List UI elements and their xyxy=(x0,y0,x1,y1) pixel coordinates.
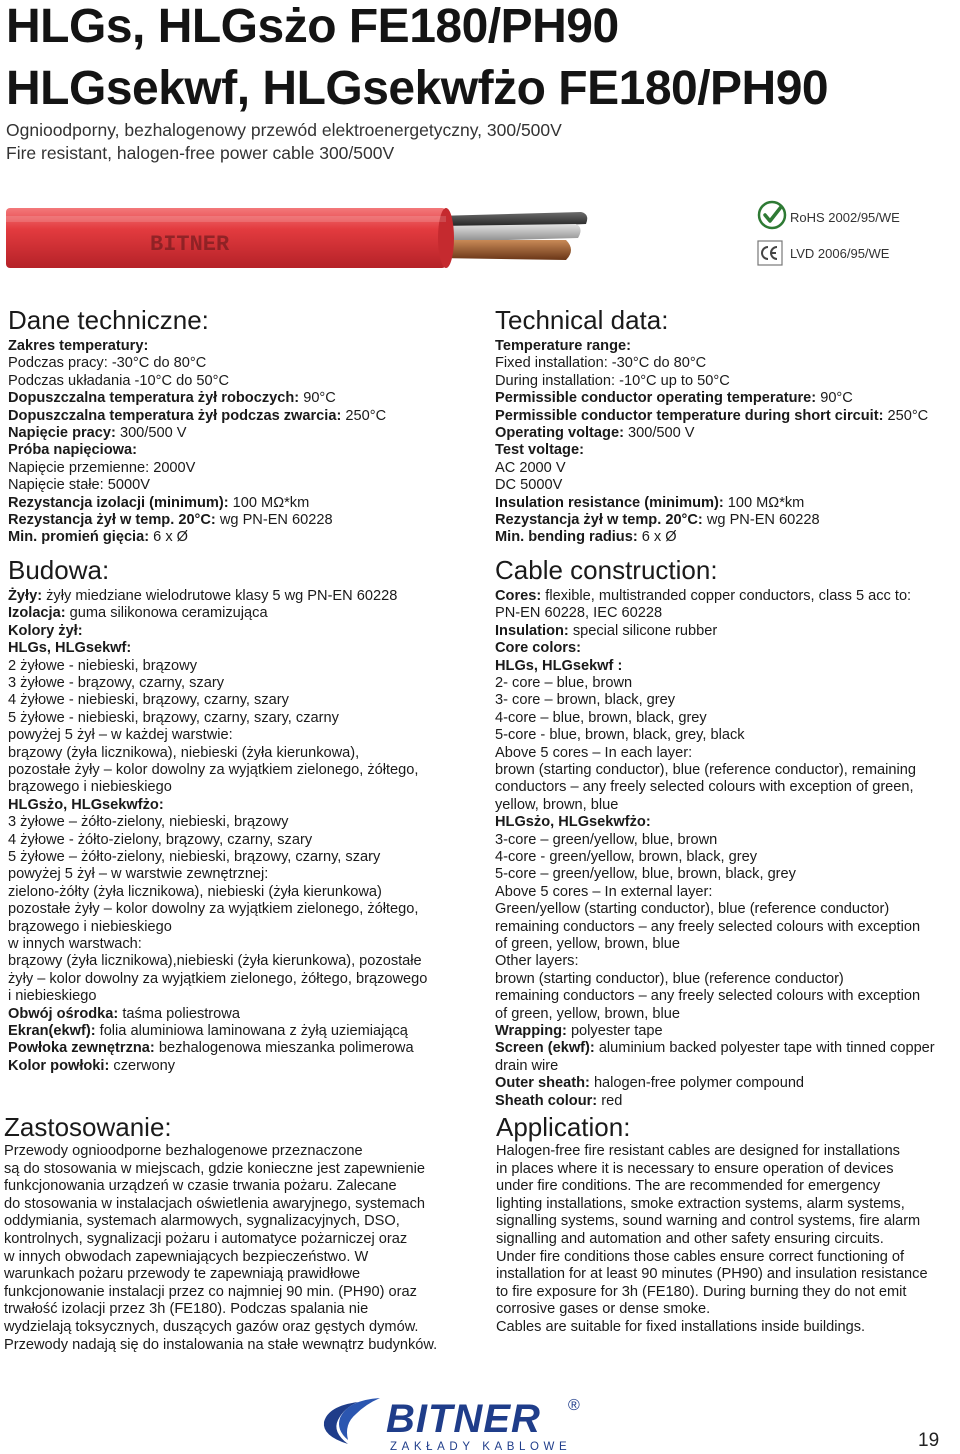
paragraph-line: corrosive gases or dense smoke. xyxy=(496,1301,711,1318)
spec-label: HLGsżo, HLGsekwfżo: xyxy=(8,796,164,813)
spec-value: of green, yellow, brown, blue xyxy=(495,1005,680,1022)
spec-line xyxy=(495,529,960,546)
spec-value: yellow, brown, blue xyxy=(495,796,619,813)
spec-value: remaining conductors – any freely selected colours with exception xyxy=(495,918,921,935)
spec-line xyxy=(8,797,478,814)
spec-line xyxy=(8,1006,478,1023)
spec-value: taśma poliestrowa xyxy=(122,1005,240,1022)
spec-line xyxy=(495,640,960,657)
spec-value: 3- core – brown, black, grey xyxy=(495,692,676,709)
spec-line xyxy=(8,640,478,657)
spec-line xyxy=(495,373,960,390)
spec-line xyxy=(8,605,478,622)
paragraph-line: Przewody nadają się do instalowania na stałe wewnątrz budynków. xyxy=(4,1336,438,1353)
paragraph-line: funkcjonowania urządzeń w czasie trwania pożaru. Zalecane xyxy=(4,1178,397,1195)
spec-line xyxy=(495,1058,960,1075)
application-heading-en: Application: xyxy=(496,1112,631,1142)
paragraph-line: signalling systems, sound warning and control systems, fire alarm xyxy=(496,1213,921,1230)
spec-line xyxy=(495,1075,960,1092)
spec-line xyxy=(495,425,960,442)
spec-label: Obwój ośrodka: xyxy=(8,1005,123,1022)
spec-label: Żyły: xyxy=(8,587,47,604)
spec-line xyxy=(8,1023,478,1040)
spec-line xyxy=(8,849,478,866)
spec-value: 90°C xyxy=(820,390,853,407)
spec-value: wg PN-EN 60228 xyxy=(706,512,820,529)
spec-line xyxy=(8,529,478,546)
logo-registered-mark: ® xyxy=(568,1397,580,1414)
spec-value: 100 MΩ*km xyxy=(727,494,805,511)
spec-value: Green/yellow (starting conductor), blue (reference conductor) xyxy=(495,901,890,918)
spec-label: Rezystancja izolacji (minimum): xyxy=(8,494,233,511)
spec-value: During installation: -10°C up to 50°C xyxy=(495,372,730,389)
construction-heading-pl: Budowa: xyxy=(8,554,110,585)
paragraph-line: signalling and automation and other safety ensuring circuits. xyxy=(496,1230,884,1247)
spec-line xyxy=(8,495,478,512)
spec-value: DC 5000V xyxy=(495,477,563,494)
technical-data-list-en xyxy=(495,338,960,547)
spec-value: 5 żyłowe – żółto-zielony, niebieski, brązowy, czarny, szary xyxy=(8,848,381,865)
spec-line xyxy=(8,390,478,407)
spec-line xyxy=(8,588,478,605)
spec-label: Kolor powłoki: xyxy=(8,1057,114,1074)
spec-label: Insulation: xyxy=(495,622,573,639)
spec-line xyxy=(8,971,478,988)
spec-value: 90°C xyxy=(303,390,336,407)
spec-line xyxy=(495,866,960,883)
paragraph-line: Cables are suitable for fixed installations inside buildings. xyxy=(496,1318,866,1335)
spec-value: drain wire xyxy=(495,1057,559,1074)
polish-column xyxy=(8,305,478,1075)
paragraph-line: w innych obwodach zapewniających bezpieczeństwo. W xyxy=(4,1248,369,1265)
paragraph-line: Under fire conditions those cables ensure correct functioning of xyxy=(496,1248,905,1265)
application-text-pl xyxy=(4,1143,474,1354)
spec-label: Cores: xyxy=(495,587,546,604)
spec-label: Screen (ekwf): xyxy=(495,1040,599,1057)
rohs-certification: RoHS 2002/95/WE xyxy=(790,210,900,225)
spec-line xyxy=(8,442,478,459)
paragraph-line: są do stosowania w miejscach, gdzie konieczne jest zapewnienie xyxy=(4,1160,426,1177)
paragraph-line: warunkach pożaru przewody te zapewniają prawidłowe xyxy=(4,1266,361,1283)
bitner-logo xyxy=(318,1392,598,1454)
spec-line xyxy=(495,692,960,709)
spec-line xyxy=(495,460,960,477)
spec-label: Kolory żył: xyxy=(8,622,83,639)
paragraph-line: funkcjonowanie instalacji przez co najmniej 90 min. (PH90) oraz xyxy=(4,1283,417,1300)
spec-line xyxy=(495,675,960,692)
spec-line xyxy=(8,988,478,1005)
spec-value: guma silikonowa ceramizująca xyxy=(69,605,268,622)
paragraph-line: trwałość izolacji przez 3h (FE180). Podczas spalania nie xyxy=(4,1301,369,1318)
paragraph-line: to fire exposure for 3h (FE180). During burning they do not emit xyxy=(496,1283,907,1300)
spec-value: PN-EN 60228, IEC 60228 xyxy=(495,605,663,622)
spec-line xyxy=(495,814,960,831)
spec-line xyxy=(495,727,960,744)
spec-value: powyżej 5 żył – w każdej warstwie: xyxy=(8,727,233,744)
spec-label: Dopuszczalna temperatura żył podczas zwarcia: xyxy=(8,407,346,424)
spec-value: Napięcie przemienne: 2000V xyxy=(8,459,196,476)
spec-line xyxy=(8,658,478,675)
spec-value: Above 5 cores – In each layer: xyxy=(495,744,693,761)
spec-value: Above 5 cores – In external layer: xyxy=(495,883,713,900)
spec-value: 100 MΩ*km xyxy=(232,494,310,511)
spec-line xyxy=(495,1006,960,1023)
spec-value: brązowy (żyła licznikowa),niebieski (żyła kierunkowa), pozostałe xyxy=(8,953,422,970)
spec-value: brązowego i niebieskiego xyxy=(8,779,172,796)
spec-line xyxy=(8,884,478,901)
spec-line xyxy=(495,1023,960,1040)
check-circle-icon xyxy=(757,200,787,230)
spec-line xyxy=(8,936,478,953)
spec-line xyxy=(8,477,478,494)
paragraph-line: do stosowania w instalacjach oświetlenia awaryjnego, systemach xyxy=(4,1195,426,1212)
paragraph-line: installation for at least 90 minutes (PH90) and insulation resistance xyxy=(496,1266,928,1283)
spec-label: Min. promień gięcia: xyxy=(8,529,154,546)
spec-value: brązowy (żyła licznikowa), niebieski (żyła kierunkowa), xyxy=(8,744,360,761)
title-line-2: HLGsekwf, HLGsekwfżo FE180/PH90 xyxy=(6,62,829,115)
spec-label: Rezystancja żył w temp. 20°C: xyxy=(495,512,707,529)
spec-line xyxy=(495,408,960,425)
spec-line xyxy=(8,512,478,529)
spec-value: 4-core – blue, brown, black, grey xyxy=(495,709,707,726)
spec-line xyxy=(495,442,960,459)
spec-line xyxy=(495,988,960,1005)
spec-value: 2 żyłowe - niebieski, brązowy xyxy=(8,657,197,674)
spec-line xyxy=(8,762,478,779)
spec-line xyxy=(495,1040,960,1057)
spec-line xyxy=(8,901,478,918)
spec-line xyxy=(495,605,960,622)
spec-value: special silicone rubber xyxy=(572,622,718,639)
spec-value: i niebieskiego xyxy=(8,988,97,1005)
construction-heading-en: Cable construction: xyxy=(495,554,718,585)
spec-line xyxy=(495,623,960,640)
paragraph-line: wydzielają toksycznych, duszących gazów oraz gęstych dymów. xyxy=(4,1318,419,1335)
spec-line xyxy=(8,727,478,744)
paragraph-line: Halogen-free fire resistant cables are designed for installations xyxy=(496,1143,900,1159)
spec-line xyxy=(8,460,478,477)
logo-brand-text: BITNER xyxy=(386,1397,541,1441)
spec-value: 5 żyłowe - niebieski, brązowy, czarny, szary, czarny xyxy=(8,709,339,726)
cable-print-text: BITNER xyxy=(150,232,230,257)
spec-line xyxy=(495,953,960,970)
spec-line xyxy=(495,849,960,866)
spec-value: Podczas układania -10°C do 50°C xyxy=(8,372,229,389)
spec-value: red xyxy=(601,1092,623,1109)
spec-label: Wrapping: xyxy=(495,1023,571,1040)
english-column xyxy=(495,305,960,1110)
spec-line xyxy=(495,390,960,407)
paragraph-line: in places where it is necessary to ensure operation of devices xyxy=(496,1160,894,1177)
spec-value: żyły – kolor dowolny za wyjątkiem zielonego, żółtego, brązowego xyxy=(8,970,428,987)
technical-data-heading-pl: Dane techniczne: xyxy=(8,305,209,335)
application-text-en xyxy=(496,1143,960,1337)
lvd-certification: LVD 2006/95/WE xyxy=(790,246,890,261)
spec-value: 4-core - green/yellow, brown, black, grey xyxy=(495,848,757,865)
spec-value: 250°C xyxy=(887,407,929,424)
spec-label: Permissible conductor operating temperature: xyxy=(495,390,821,407)
spec-label: Core colors: xyxy=(495,640,581,657)
technical-data-list-pl xyxy=(8,338,478,547)
spec-line xyxy=(8,919,478,936)
spec-line xyxy=(495,512,960,529)
spec-line xyxy=(8,675,478,692)
spec-line xyxy=(495,745,960,762)
spec-line xyxy=(8,408,478,425)
spec-label: Outer sheath: xyxy=(495,1075,594,1092)
spec-line xyxy=(495,588,960,605)
spec-line xyxy=(8,832,478,849)
spec-value: 300/500 V xyxy=(119,425,187,442)
spec-label: Izolacja: xyxy=(8,605,70,622)
application-section-en xyxy=(496,1112,960,1337)
spec-line xyxy=(495,797,960,814)
spec-line xyxy=(495,901,960,918)
spec-value: wg PN-EN 60228 xyxy=(219,512,333,529)
spec-line xyxy=(8,779,478,796)
spec-value: folia aluminiowa laminowana z żyłą uziemiającą xyxy=(99,1023,408,1040)
spec-value: zielono-żółty (żyła licznikowa), niebieski (żyła kierunkowa) xyxy=(8,883,382,900)
spec-label: Min. bending radius: xyxy=(495,529,642,546)
spec-value: halogen-free polymer compound xyxy=(593,1075,805,1092)
spec-value: conductors – any freely selected colours with exception of green, xyxy=(495,779,914,796)
spec-value: pozostałe żyły – kolor dowolny za wyjątkiem zielonego, żółtego, xyxy=(8,761,419,778)
spec-line xyxy=(495,832,960,849)
application-heading-pl: Zastosowanie: xyxy=(4,1112,172,1142)
application-section-pl xyxy=(4,1112,474,1354)
spec-value: of green, yellow, brown, blue xyxy=(495,936,680,952)
spec-line xyxy=(495,919,960,936)
spec-value: Fixed installation: -30°C do 80°C xyxy=(495,355,707,372)
spec-line xyxy=(495,936,960,953)
spec-line xyxy=(8,866,478,883)
spec-label: Sheath colour: xyxy=(495,1092,602,1109)
spec-label: HLGs, HLGsekwf: xyxy=(8,640,132,657)
spec-label: Powłoka zewnętrzna: xyxy=(8,1040,159,1057)
spec-value: 3 żyłowe - brązowy, czarny, szary xyxy=(8,674,224,691)
spec-value: powyżej 5 żył – w warstwie zewnętrznej: xyxy=(8,866,269,883)
spec-label: Temperature range: xyxy=(495,338,631,354)
spec-line xyxy=(495,1093,960,1110)
spec-label: Napięcie pracy: xyxy=(8,425,120,442)
spec-line xyxy=(8,338,478,355)
ce-mark-icon xyxy=(757,240,783,266)
spec-value: Podczas pracy: -30°C do 80°C xyxy=(8,355,207,372)
subtitle-english: Fire resistant, halogen-free power cable 300/500V xyxy=(6,143,395,163)
spec-line xyxy=(495,338,960,355)
spec-label: Ekran(ekwf): xyxy=(8,1023,100,1040)
spec-line xyxy=(8,953,478,970)
spec-label: Zakres temperatury: xyxy=(8,338,149,354)
spec-value: 3-core – green/yellow, blue, brown xyxy=(495,831,718,848)
spec-value: 6 x Ø xyxy=(641,529,677,546)
spec-value: remaining conductors – any freely selected colours with exception xyxy=(495,988,921,1005)
spec-line xyxy=(495,477,960,494)
spec-label: HLGs, HLGsekwf : xyxy=(495,657,623,674)
spec-line xyxy=(8,745,478,762)
paragraph-line: oddymiania, systemach alarmowych, sygnalizacyjnych, DSO, xyxy=(4,1213,400,1230)
cable-product-image xyxy=(6,194,606,274)
logo-tagline: ZAKŁADY KABLOWE xyxy=(390,1441,572,1453)
spec-value: 4 żyłowe - żółto-zielony, brązowy, czarny, szary xyxy=(8,831,313,848)
subtitle-polish: Ognioodporny, bezhalogenowy przewód elektroenergetyczny, 300/500V xyxy=(6,120,562,140)
spec-value: brown (starting conductor), blue (reference conductor), remaining xyxy=(495,761,916,778)
spec-line xyxy=(495,762,960,779)
spec-line xyxy=(495,658,960,675)
spec-value: 6 x Ø xyxy=(153,529,189,546)
spec-label: Rezystancja żył w temp. 20°C: xyxy=(8,512,220,529)
spec-line xyxy=(495,710,960,727)
spec-line xyxy=(8,692,478,709)
spec-line xyxy=(8,814,478,831)
construction-list-en xyxy=(495,588,960,1110)
spec-value: w innych warstwach: xyxy=(8,936,142,952)
spec-label: Próba napięciowa: xyxy=(8,442,137,459)
spec-value: 300/500 V xyxy=(627,425,695,442)
spec-line xyxy=(8,355,478,372)
spec-line xyxy=(495,355,960,372)
spec-value: 250°C xyxy=(345,407,387,424)
spec-value: polyester tape xyxy=(570,1023,663,1040)
spec-line xyxy=(495,495,960,512)
spec-value: aluminium backed polyester tape with tinned copper xyxy=(598,1040,935,1057)
spec-line xyxy=(8,1040,478,1057)
title-line-1: HLGs, HLGsżo FE180/PH90 xyxy=(6,0,619,53)
spec-line xyxy=(495,971,960,988)
spec-label: Permissible conductor temperature during short circuit: xyxy=(495,407,888,424)
paragraph-line: kontrolnych, sygnalizacji pożaru i automatyce pożarniczej oraz xyxy=(4,1230,408,1247)
spec-line xyxy=(8,425,478,442)
spec-value: Napięcie stałe: 5000V xyxy=(8,477,150,494)
spec-line xyxy=(8,1058,478,1075)
paragraph-line: Przewody ognioodporne bezhalogenowe przeznaczone xyxy=(4,1143,363,1159)
spec-value: 5-core – green/yellow, blue, brown, black, grey xyxy=(495,866,796,883)
spec-line xyxy=(495,884,960,901)
page-number: 19 xyxy=(918,1430,940,1451)
spec-value: czerwony xyxy=(113,1057,176,1074)
spec-value: bezhalogenowa mieszanka polimerowa xyxy=(158,1040,414,1057)
spec-value: 4 żyłowe - niebieski, brązowy, czarny, szary xyxy=(8,692,289,709)
spec-value: brązowego i niebieskiego xyxy=(8,918,172,935)
spec-label: Dopuszczalna temperatura żył roboczych: xyxy=(8,390,304,407)
spec-value: brown (starting conductor), blue (reference conductor) xyxy=(495,970,844,987)
spec-value: AC 2000 V xyxy=(495,459,566,476)
paragraph-line: lighting installations, smoke extraction systems, alarm systems, xyxy=(496,1195,905,1212)
spec-value: flexible, multistranded copper conductors, class 5 acc to: xyxy=(545,587,912,604)
spec-line xyxy=(8,710,478,727)
spec-label: HLGsżo, HLGsekwfżo: xyxy=(495,814,651,831)
spec-value: pozostałe żyły – kolor dowolny za wyjątkiem zielonego, żółtego, xyxy=(8,901,419,918)
spec-value: Other layers: xyxy=(495,953,579,970)
paragraph-line: under fire conditions. The are recommended for emergency xyxy=(496,1178,881,1195)
technical-data-heading-en: Technical data: xyxy=(495,305,669,335)
spec-value: 2- core – blue, brown xyxy=(495,674,633,691)
spec-line xyxy=(8,373,478,390)
spec-label: Test voltage: xyxy=(495,442,584,459)
construction-list-pl xyxy=(8,588,478,1075)
spec-value: 3 żyłowe – żółto-zielony, niebieski, brązowy xyxy=(8,814,289,831)
spec-label: Insulation resistance (minimum): xyxy=(495,494,728,511)
spec-label: Operating voltage: xyxy=(495,425,628,442)
spec-value: żyły miedziane wielodrutowe klasy 5 wg PN-EN 60228 xyxy=(46,587,398,604)
spec-value: 5-core - blue, brown, black, grey, black xyxy=(495,727,745,744)
spec-line xyxy=(495,779,960,796)
spec-line xyxy=(8,623,478,640)
